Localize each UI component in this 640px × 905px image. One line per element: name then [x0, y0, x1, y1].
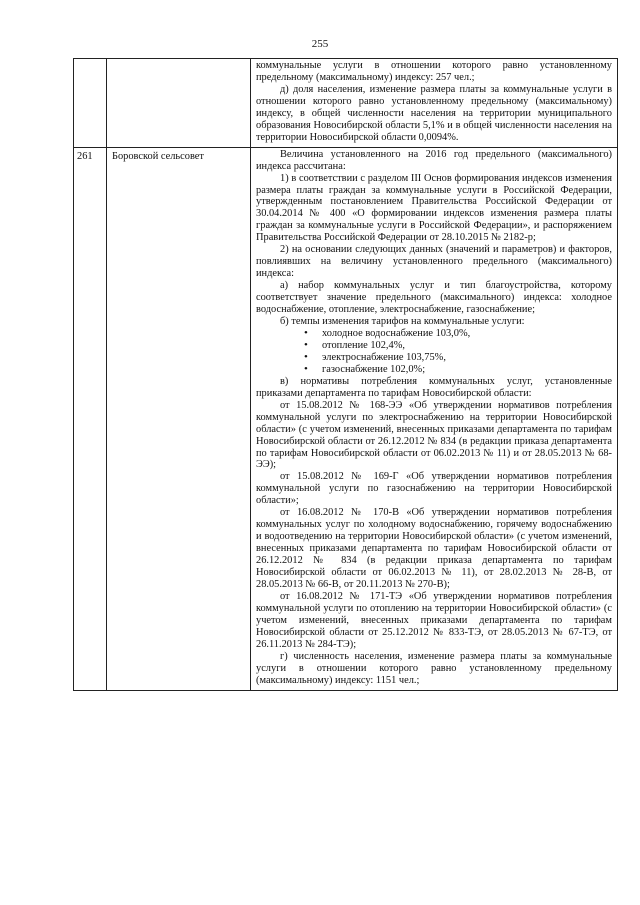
paragraph: от 15.08.2012 № 168-ЭЭ «Об утверждении нормативов потребления коммунальной услуги по электроснабжению на территории Новосибирской области» (с учетом изменений, внесенных приказами департамента по тарифам Новосибирской области от 26.12.2012 № 834 (в редакции приказа департамента по тарифам Новосибирской области от 06.02.2013 № 11) и от 28.05.2013 № 68-ЭЭ); [256, 399, 612, 471]
page-number: 255 [311, 38, 329, 50]
municipality-cell [107, 59, 251, 148]
description-cell [251, 147, 618, 690]
list-item: • отопление 102,4%, [304, 340, 612, 352]
paragraph: а) набор коммунальных услуг и тип благоустройства, которому соответствует значение предельного (максимального) индекса: холодное водоснабжение, отопление, электроснабжение, газоснабжение; [256, 280, 612, 316]
tariff-list [256, 328, 612, 376]
paragraph: от 15.08.2012 № 169-Г «Об утверждении нормативов потребления коммунальной услуги по газоснабжению на территории Новосибирской области»; [256, 471, 612, 507]
paragraph: 2) на основании следующих данных (значений и параметров) и факторов, повлиявших на величину установленного предельного (максимального) индекса: [256, 244, 612, 280]
paragraph: 1) в соответствии с разделом III Основ формирования индексов изменения размера платы граждан за коммунальные услуги в Российской Федерации, утвержденным постановлением Правительства Российской Федерации от 30.04.2014 № 400 «О формировании индексов изменения размера платы граждан за коммунальные услуги в Российской Федерации», и распоряжением Правительства Российской Федерации от 28.10.2015 № 2182-р; [256, 172, 612, 244]
table-row [74, 59, 618, 148]
paragraph: г) численность населения, изменение размера платы за коммунальные услуги в отношении которого равно установленному предельному (максимальному) индексу: 1151 чел.; [256, 650, 612, 686]
paragraph: от 16.08.2012 № 170-В «Об утверждении нормативов потребления коммунальных услуг по холодному водоснабжению, горячему водоснабжению и водоотведению на территории Новосибирской области» (с учетом изменений, внесенных приказами департамента по тарифам Новосибирской области от 26.12.2012 № 834 (в редакции приказа департамента по тарифам Новосибирской области от 06.02.2013 № 11), от 28.02.2013 № 28-В, от 28.05.2013 № 66-В, от 20.11.2013 № 270-В); [256, 507, 612, 590]
table-row [74, 147, 618, 690]
paragraph: Величина установленного на 2016 год предельного (максимального) индекса рассчитана: [256, 148, 612, 172]
paragraph: коммунальные услуги в отношении которого равно установленному предельному (максимальному) индексу: 257 чел.; [256, 60, 612, 83]
paragraph: б) темпы изменения тарифов на коммунальные услуги: [280, 316, 525, 328]
row-number-cell [74, 59, 107, 148]
document-table [73, 58, 618, 691]
paragraph: в) нормативы потребления коммунальных услуг, установленные приказами департамента по тарифам Новосибирской области: [256, 375, 612, 399]
list-item: • холодное водоснабжение 103,0%, [304, 328, 612, 340]
municipality-cell: Боровской сельсовет [107, 147, 251, 690]
list-item: • электроснабжение 103,75%, [304, 352, 612, 364]
paragraph: от 16.08.2012 № 171-ТЭ «Об утверждении нормативов потребления коммунальной услуги по отоплению на территории Новосибирской области» (с учетом изменений, внесенных приказами департамента по тарифам Новосибирской области от 25.12.2012 № 833-ТЭ, от 28.05.2013 № 67-ТЭ, от 26.11.2013 № 284-ТЭ); [256, 590, 612, 650]
paragraph: д) доля населения, изменение размера платы за коммунальные услуги в отношении которого равно установленному предельному (максимальному) индексу, в общей численности населения на территории муниципального образования Новосибирской области 5,1% и в общей численности населения на территории Новосибирской области 0,0094%. [256, 83, 612, 143]
list-item: • газоснабжение 102,0%; [304, 364, 612, 376]
row-number-cell: 261 [74, 147, 107, 690]
description-cell [251, 59, 618, 148]
